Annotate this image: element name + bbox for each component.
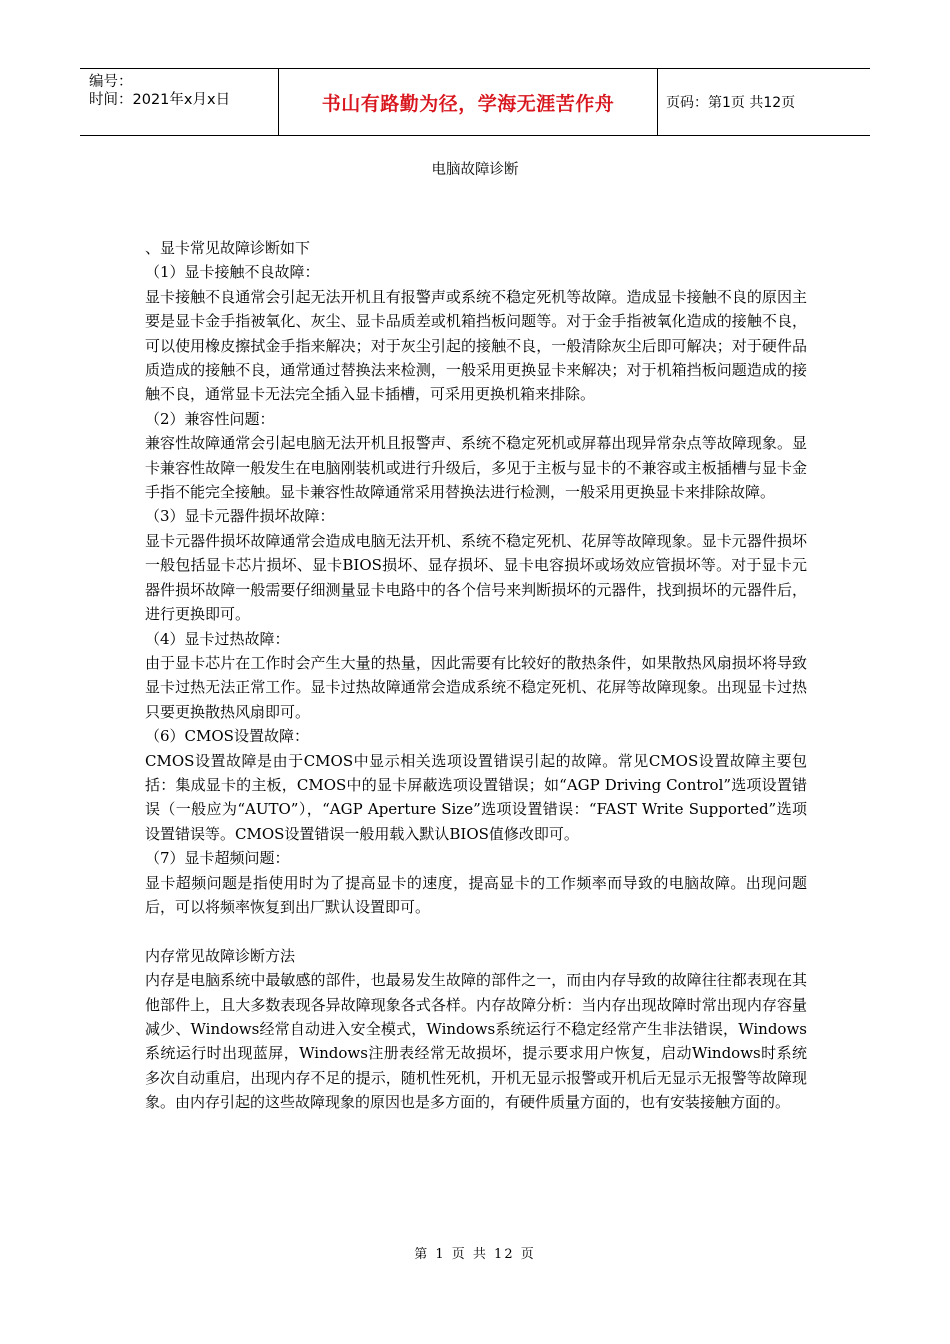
body-paragraph: 显卡超频问题是指使用时为了提高显卡的速度，提高显卡的工作频率而导致的电脑故障。出现问题后，可以将频率恢复到出厂默认设置即可。 (145, 873, 807, 916)
document-title: 电脑故障诊断 (431, 162, 519, 178)
body-paragraph: 显卡元器件损坏故障通常会造成电脑无法开机、系统不稳定死机、花屏等故障现象。显卡元器件损坏一般包括显卡芯片损坏、显卡BIOS损坏、显存损坏、显卡电容损坏或场效应管损坏等。对于显卡元器件损坏故障一般需要仔细测量显卡电路中的各个信号来判断损坏的元器件，找到损坏的元器件后，进行更换即可。 (145, 531, 807, 624)
document-body (145, 236, 807, 1115)
header-motto-cell (279, 69, 658, 135)
body-paragraph: 兼容性故障通常会引起电脑无法开机且报警声、系统不稳定死机或屏幕出现异常杂点等故障现象。显卡兼容性故障一般发生在电脑刚装机或进行升级后，多见于主板与显卡的不兼容或主板插槽与显卡金手指不能完全接触。显卡兼容性故障通常采用替换法进行检测，一般采用更换显卡来排除故障。 (145, 434, 807, 502)
document-date: 时间：2021年x月x日 (89, 92, 231, 108)
header-page-info: 页码：第1页 共12页 (666, 95, 796, 111)
page-header (80, 68, 870, 136)
body-paragraph: 内存是电脑系统中最敏感的部件，也最易发生故障的部件之一，而由内存导致的故障往往都表现在其他部件上，且大多数表现各异故障现象各式各样。内存故障分析：当内存出现故障时常出现内存容量减少、Windows经常自动进入安全模式，Windows系统运行不稳定经常产生非法错误，Windows系统运行时出现蓝屏，Windows注册表经常无故损坏，提示要求用户恢复，启动Windows时系统多次自动重启，出现内存不足的提示，随机性死机，开机无显示报警或开机后无显示无报警等故障现象。由内存引起的这些故障现象的原因也是多方面的，有硬件质量方面的，也有安装接触方面的。 (145, 971, 807, 1112)
header-page-cell (658, 69, 870, 135)
subsection-heading: （1）显卡接触不良故障： (145, 263, 320, 282)
subsection-heading: （7）显卡超频问题： (145, 849, 290, 868)
section-heading: 、显卡常见故障诊断如下 (145, 239, 311, 257)
header-motto: 书山有路勤为径，学海无涯苦作舟 (321, 93, 615, 115)
subsection-heading: （4）显卡过热故障： (145, 629, 290, 648)
section-heading: 内存常见故障诊断方法 (145, 946, 296, 965)
subsection-heading: （6）CMOS设置故障： (145, 727, 309, 746)
page-footer: 第 1 页 共 12 页 (414, 1247, 536, 1262)
document-number-label: 编号： (89, 74, 133, 90)
subsection-heading: （2）兼容性问题： (145, 409, 275, 428)
body-paragraph: 由于显卡芯片在工作时会产生大量的热量，因此需要有比较好的散热条件，如果散热风扇损坏将导致显卡过热无法正常工作。显卡过热故障通常会造成系统不稳定死机、花屏等故障现象。出现显卡过热只要更换散热风扇即可。 (145, 653, 807, 721)
paragraph-spacer (145, 919, 807, 943)
header-info-cell (80, 69, 279, 135)
body-paragraph: CMOS设置故障是由于CMOS中显示相关选项设置错误引起的故障。常见CMOS设置故障主要包括：集成显卡的主板，CMOS中的显卡屏蔽选项设置错误；如“AGP Driving Control”选项设置错误（一般应为“AUTO”），“AGP Aperture Size”选项设置错误：“FAST Write Supported”选项设置错误等。CMOS设置错误一般用载入默认BIOS值修改即可。 (145, 751, 807, 843)
subsection-heading: （3）显卡元器件损坏故障： (145, 507, 335, 526)
body-paragraph: 显卡接触不良通常会引起无法开机且有报警声或系统不稳定死机等故障。造成显卡接触不良的原因主要是显卡金手指被氧化、灰尘、显卡品质差或机箱挡板问题等。对于金手指被氧化造成的接触不良，可以使用橡皮擦拭金手指来解决；对于灰尘引起的接触不良，一般清除灰尘后即可解决；对于硬件品质造成的接触不良，通常通过替换法来检测，一般采用更换显卡来解决；对于机箱挡板问题造成的接触不良，通常显卡无法完全插入显卡插槽，可采用更换机箱来排除。 (145, 287, 807, 404)
